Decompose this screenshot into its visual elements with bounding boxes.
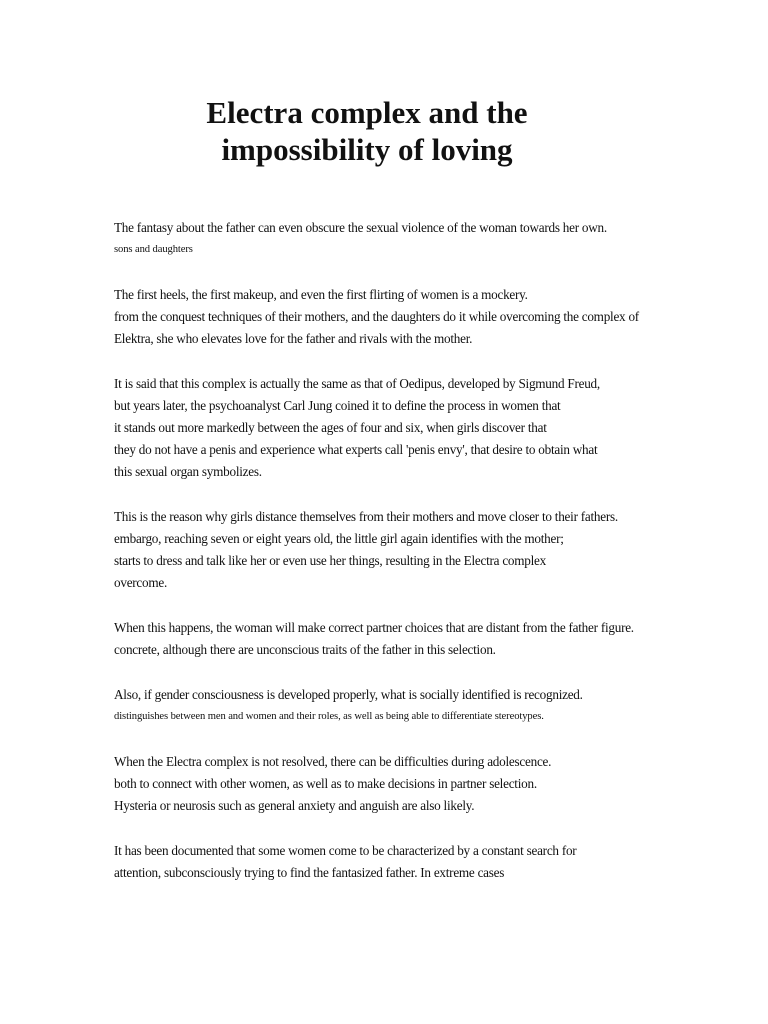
text-line: attention, subconsciously trying to find the fantasized father. In extreme cases <box>114 865 505 880</box>
text-line: This is the reason why girls distance themselves from their mothers and move closer to their fathers. <box>114 509 618 524</box>
text-line: When this happens, the woman will make correct partner choices that are distant from the father figure. <box>114 620 634 635</box>
text-line: both to connect with other women, as well as to make decisions in partner selection. <box>114 776 537 791</box>
text-line: It is said that this complex is actually the same as that of Oedipus, developed by Sigmund Freud, <box>114 376 600 391</box>
paragraph <box>114 751 714 817</box>
text-line: distinguishes between men and women and their roles, as well as being able to differentiate stereotypes. <box>114 711 544 722</box>
document-title <box>0 94 734 168</box>
text-line: Elektra, she who elevates love for the father and rivals with the mother. <box>114 331 473 346</box>
text-line: they do not have a penis and experience what experts call 'penis envy', that desire to obtain what <box>114 442 598 457</box>
text-line: it stands out more markedly between the ages of four and six, when girls discover that <box>114 420 547 435</box>
text-line: embargo, reaching seven or eight years old, the little girl again identifies with the mother; <box>114 531 564 546</box>
text-line: Also, if gender consciousness is developed properly, what is socially identified is recognized. <box>114 687 583 702</box>
text-line: from the conquest techniques of their mothers, and the daughters do it while overcoming the complex of <box>114 309 639 324</box>
paragraph <box>114 217 714 261</box>
text-line: The first heels, the first makeup, and even the first flirting of women is a mockery. <box>114 287 528 302</box>
text-line: sons and daughters <box>114 244 193 255</box>
paragraph <box>114 373 714 483</box>
paragraph <box>114 284 714 350</box>
text-line: this sexual organ symbolizes. <box>114 464 262 479</box>
text-line: overcome. <box>114 575 168 590</box>
title-line: impossibility of loving <box>221 132 513 167</box>
text-line: When the Electra complex is not resolved, there can be difficulties during adolescence. <box>114 754 552 769</box>
paragraph <box>114 506 714 594</box>
text-line: but years later, the psychoanalyst Carl Jung coined it to define the process in women that <box>114 398 561 413</box>
text-line: The fantasy about the father can even obscure the sexual violence of the woman towards her own. <box>114 220 607 235</box>
text-line: It has been documented that some women come to be characterized by a constant search for <box>114 843 577 858</box>
paragraph <box>114 684 714 728</box>
text-line: concrete, although there are unconscious traits of the father in this selection. <box>114 642 496 657</box>
document-body <box>114 217 714 907</box>
text-line: Hysteria or neurosis such as general anxiety and anguish are also likely. <box>114 798 475 813</box>
text-line: starts to dress and talk like her or even use her things, resulting in the Electra complex <box>114 553 546 568</box>
title-line: Electra complex and the <box>206 95 528 130</box>
paragraph <box>114 617 714 661</box>
paragraph <box>114 840 714 884</box>
